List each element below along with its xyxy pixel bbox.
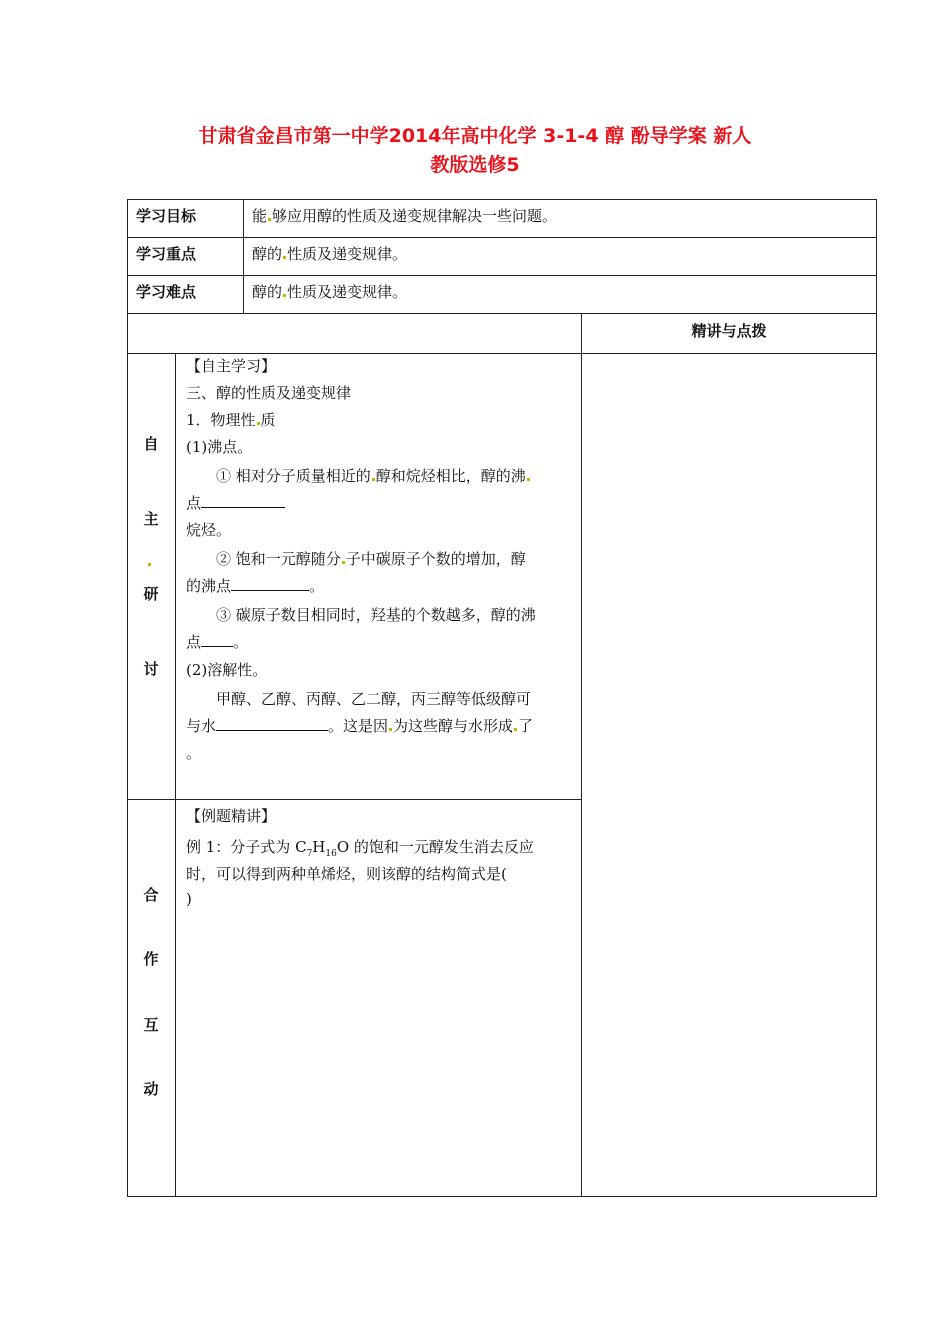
- marker-dot: [283, 294, 286, 297]
- sub-heading-physical: 1．物理性 质: [186, 411, 276, 429]
- example-title: 【例题精讲】: [186, 807, 277, 825]
- goal-label: 学习目标: [136, 207, 197, 225]
- marker-dot: [268, 218, 271, 221]
- item-1-end: 烷烃。: [186, 521, 232, 539]
- item-3-blank-line: 点 。: [186, 633, 249, 651]
- example-1-text: 例 1：分子式为 $C_7H_{16}O$ 的饱和一元醇发生消去反应: [186, 838, 534, 859]
- marker-dot: [527, 478, 530, 481]
- marker-dot: [389, 728, 392, 731]
- document-title: [120, 122, 830, 180]
- marker-dot: [147, 551, 152, 570]
- section2-char-1: 合: [143, 886, 159, 904]
- section2-char-4: 动: [143, 1080, 159, 1098]
- item-4-text: 甲醇、乙醇、丙醇、乙二醇，丙三醇等低级醇可: [216, 690, 532, 708]
- item-2-blank-line: 的沸点 。: [186, 577, 325, 595]
- boiling-point-heading: (1)沸点。: [186, 438, 253, 456]
- section1-char-1: 自: [143, 435, 159, 453]
- answer-blank[interactable]: [201, 631, 233, 647]
- example-1-line-3: ): [186, 890, 192, 908]
- item-1-blank-line: 点: [186, 492, 285, 513]
- key-label: 学习重点: [136, 245, 197, 263]
- answer-blank[interactable]: [231, 575, 309, 591]
- section2-char-2: 作: [143, 950, 159, 968]
- section1-char-4: 讨: [143, 660, 159, 678]
- key-text: 醇的 性质及递变规律。: [252, 245, 408, 263]
- item-2-text: ② 饱和一元醇随分 子中碳原子个数的增加，醇: [216, 550, 526, 568]
- answer-blank[interactable]: [216, 715, 328, 731]
- item-4-blank-line: 与水 。这是因 为这些醇与水形成 了: [186, 717, 534, 735]
- section1-char-3: 研: [143, 585, 159, 603]
- marker-dot: [514, 728, 517, 731]
- marker-dot: [257, 422, 260, 425]
- side-header: 精讲与点拨: [691, 322, 767, 340]
- difficult-label: 学习难点: [136, 283, 197, 301]
- section2-char-3: 互: [143, 1016, 159, 1034]
- solubility-heading: (2)溶解性。: [186, 661, 268, 679]
- marker-dot: [342, 561, 345, 564]
- answer-blank[interactable]: [201, 492, 285, 508]
- item-1-text: ① 相对分子质量相近的 醇和烷烃相比，醇的沸: [216, 465, 531, 486]
- self-study-title: 【自主学习】: [186, 357, 277, 375]
- title-line-2: 教版选修5: [430, 154, 520, 176]
- difficult-text: 醇的 性质及递变规律。: [252, 283, 408, 301]
- marker-dot: [372, 478, 375, 481]
- section1-char-2: 主: [143, 510, 159, 528]
- section-heading: 三、醇的性质及递变规律: [186, 384, 352, 402]
- goal-text: 能 够应用醇的性质及递变规律解决一些问题。: [252, 207, 558, 225]
- marker-dot: [283, 256, 286, 259]
- item-4-end: 。: [186, 744, 202, 762]
- item-3-text: ③ 碳原子数目相同时，羟基的个数越多，醇的沸: [216, 606, 536, 624]
- title-line-1: 甘肃省金昌市第一中学2014年高中化学 3-1-4 醇 酚导学案 新人: [198, 125, 752, 147]
- example-1-line-2: 时，可以得到两种单烯烃，则该醇的结构简式是(: [186, 865, 507, 883]
